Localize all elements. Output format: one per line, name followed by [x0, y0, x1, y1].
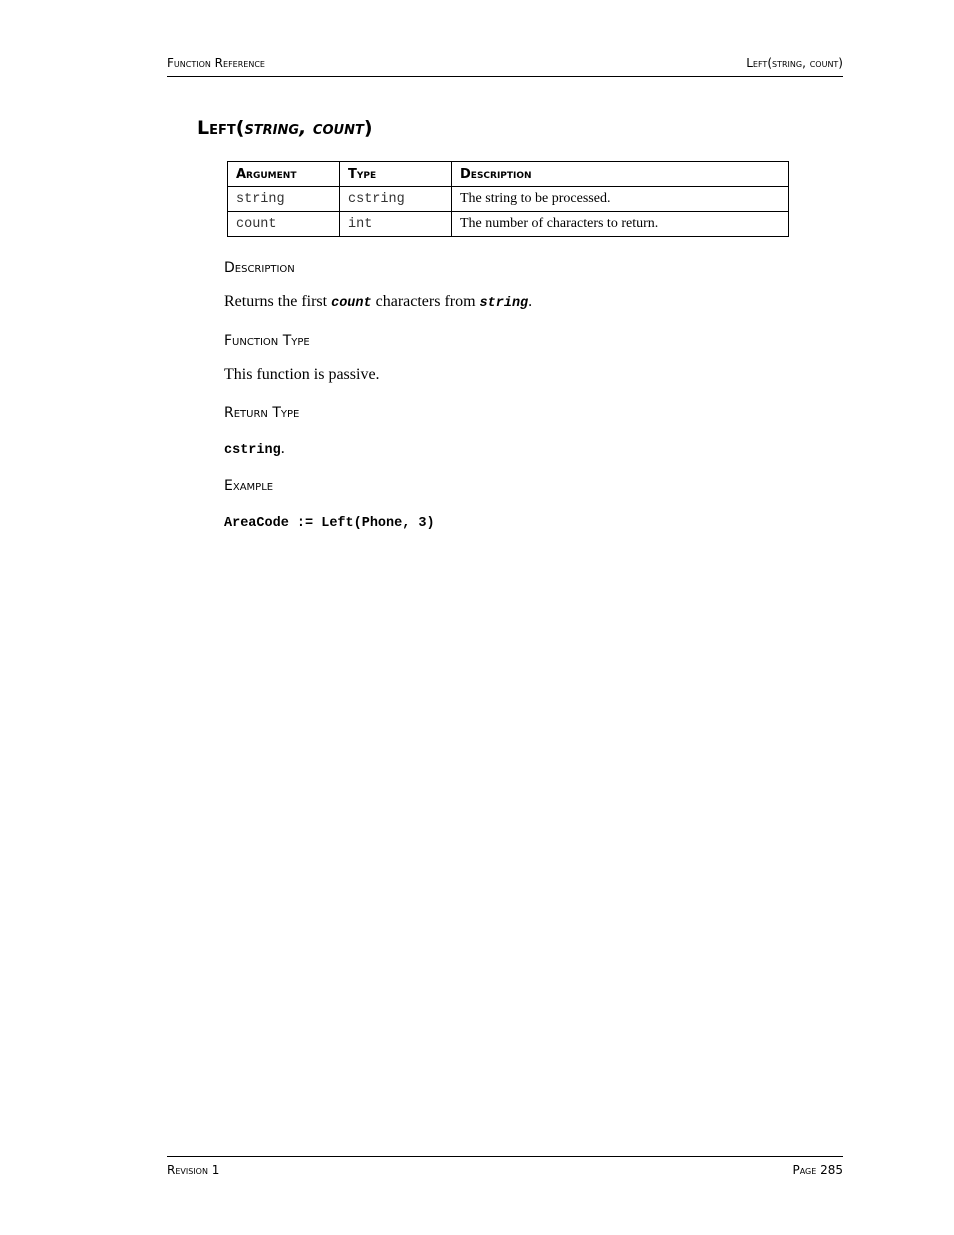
function-type-heading: Function Type — [224, 333, 310, 349]
function-type-text: This function is passive. — [224, 366, 380, 383]
cell-type: cstring — [340, 187, 452, 212]
title-arg1: string — [244, 117, 300, 139]
title-close: ) — [363, 117, 373, 139]
cell-description: The number of characters to return. — [452, 212, 789, 237]
example-heading: Example — [224, 478, 274, 494]
table-row — [228, 212, 789, 237]
description-text — [224, 293, 532, 311]
footer-right: Page 285 — [792, 1163, 843, 1177]
page-footer — [167, 1156, 843, 1177]
description-code-count: count — [331, 296, 372, 311]
description-text-b: characters from — [371, 293, 480, 310]
page-title — [197, 117, 373, 139]
header-left: Function Reference — [167, 56, 265, 70]
cell-argument: string — [228, 187, 340, 212]
header-right: Left(string, count) — [746, 56, 843, 70]
title-open: ( — [235, 117, 245, 139]
title-arg2: count — [312, 117, 364, 139]
return-type-suffix: . — [280, 440, 285, 457]
example-code: AreaCode := Left(Phone, 3) — [224, 516, 435, 531]
description-code-string: string — [479, 296, 529, 311]
return-type-text — [224, 440, 285, 458]
column-header-type: Type — [340, 162, 452, 187]
description-text-a: Returns the first — [224, 293, 332, 310]
table-row — [228, 187, 789, 212]
title-sep: , — [299, 117, 313, 139]
column-header-description: Description — [452, 162, 789, 187]
cell-argument: count — [228, 212, 340, 237]
column-header-argument: Argument — [228, 162, 340, 187]
description-heading: Description — [224, 260, 295, 276]
footer-left: Revision 1 — [167, 1163, 220, 1177]
table-header-row — [228, 162, 789, 187]
arguments-table — [227, 161, 789, 237]
cell-description: The string to be processed. — [452, 187, 789, 212]
return-type-heading: Return Type — [224, 405, 300, 421]
title-name: Left — [197, 117, 236, 139]
example-text — [224, 513, 435, 531]
return-type-code: cstring — [224, 443, 281, 458]
cell-type: int — [340, 212, 452, 237]
page-header — [167, 56, 843, 77]
description-text-c: . — [528, 293, 533, 310]
